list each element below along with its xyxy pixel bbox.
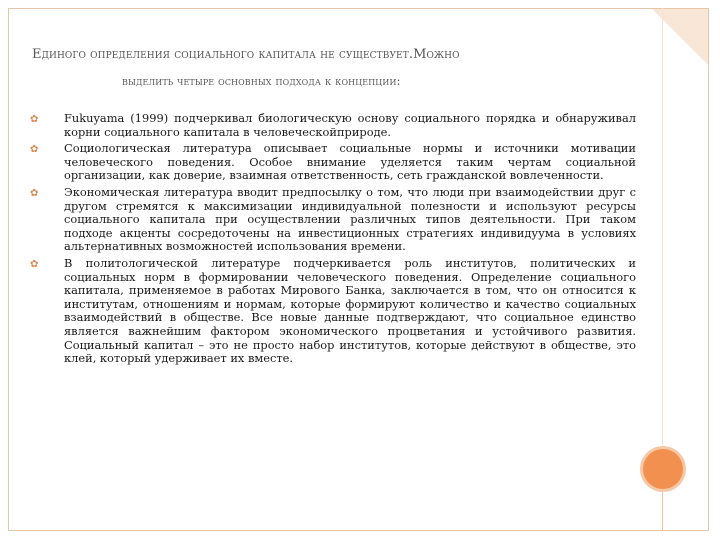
slide-title: [26, 42, 686, 94]
bullet-text: В политологической литературе подчеркивается роль институтов, политических и социальных норм в формировании человеческого поведения. Определение социального капитала, применяемое в работах Мирового Банка, заключается в том, что он относится к институтам, отношениям и нормам, которые формируют количество и качество социальных взаимодействий в обществе. Все новые данные подтверждают, что социальное единство является важнейшим фактором экономического процветания и устойчивого развития. Социальный капитал – это не просто набор институтов, которые действуют в обществе, это клей, который удерживает их вместе.: [64, 255, 636, 366]
list-item: [28, 112, 636, 139]
list-item: [28, 186, 636, 254]
flower-bullet-icon: ✿: [30, 144, 39, 156]
title-line-1: Единого определения социального капитала не существует.Можно: [32, 47, 460, 62]
decorative-line-bottom: [662, 489, 663, 531]
bullet-text: Социологическая литература описывает социальные нормы и источники мотивации человеческого поведения. Особое внимание уделяется таким чертам социальной организации, как доверие, взаимная ответственность, сеть гражданской вовлеченности.: [64, 141, 636, 183]
bullet-list: [28, 112, 636, 369]
list-item: [28, 257, 636, 366]
title-line-2: выделить четыре основных подхода к концепции:: [122, 74, 401, 88]
orange-circle-decoration: [643, 449, 683, 489]
flower-bullet-icon: ✿: [30, 114, 39, 125]
flower-bullet-icon: ✿: [30, 258, 39, 270]
list-item: [28, 142, 636, 183]
bullet-text: Fukuyama (1999) подчеркивал биологическую основу социального порядка и обнаруживал корни социального капитала в человеческойприроде.: [64, 111, 636, 139]
flower-bullet-icon: ✿: [30, 187, 39, 199]
bullet-text: Экономическая литература вводит предпосылку о том, что люди при взаимодействии друг с другом стремятся к максимизации индивидуальной полезности и используют ресурсы социального капитала при осуществлении различных типов деятельности. При таком подходе акценты сосредоточены на инвестиционных стратегиях индивидуума в условиях альтернативных возможностей использования времени.: [64, 184, 636, 254]
